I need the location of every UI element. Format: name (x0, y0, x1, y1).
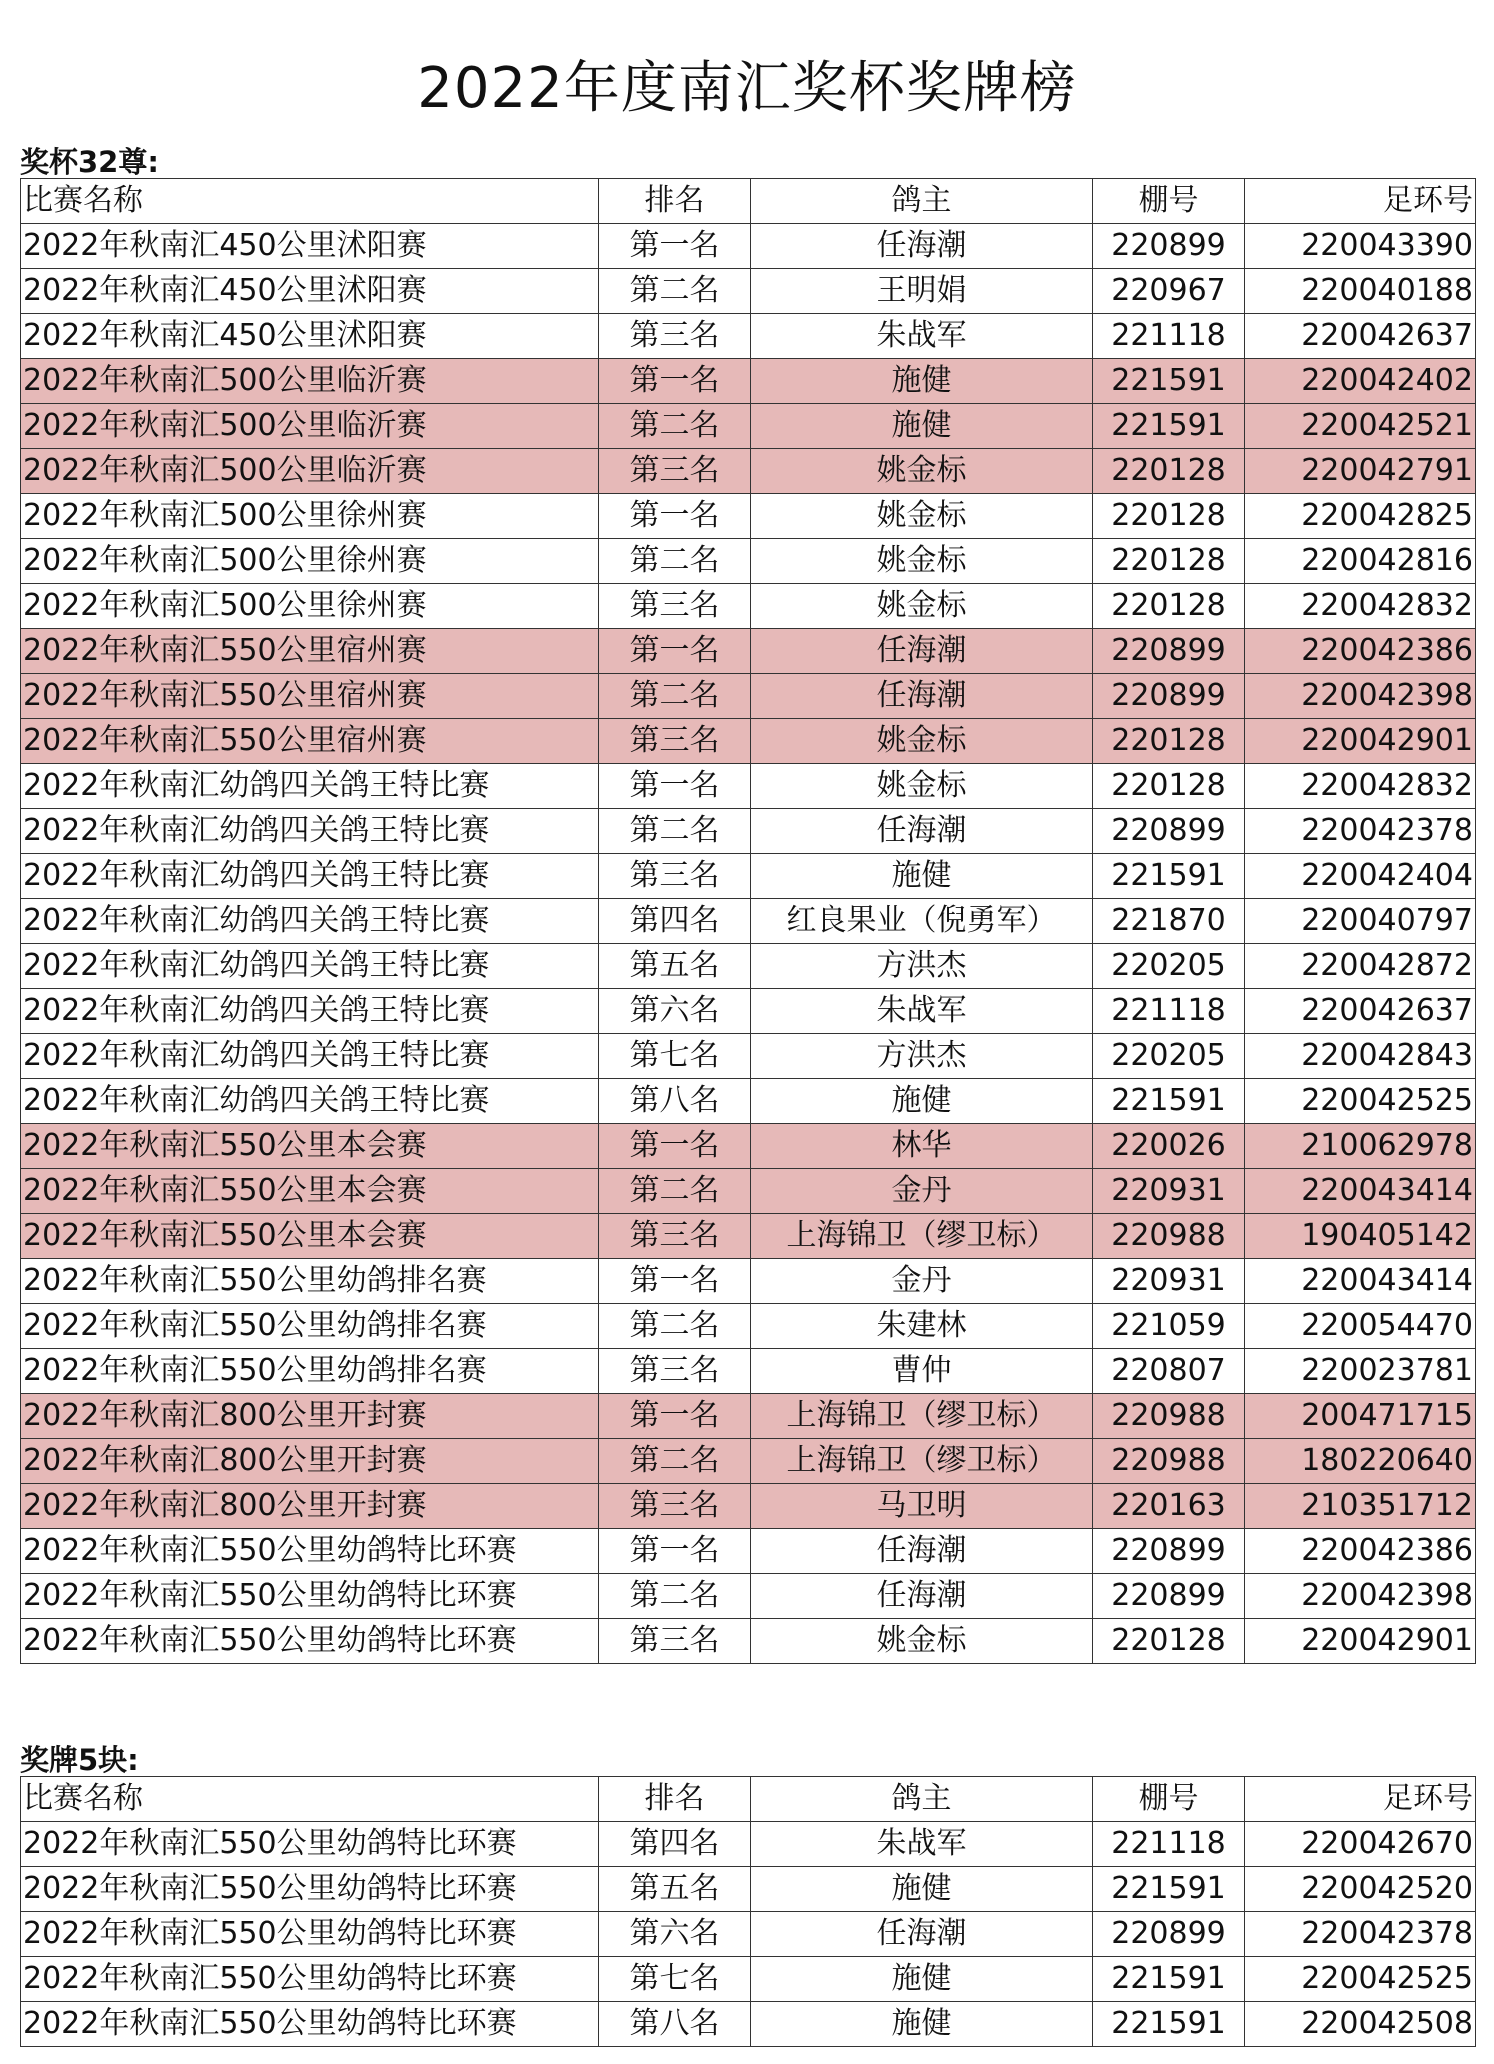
ring-number-cell: 220043390 (1245, 224, 1476, 269)
owner-cell: 姚金标 (751, 764, 1093, 809)
rank-cell: 第二名 (599, 809, 751, 854)
ring-number-cell: 220042670 (1245, 1822, 1476, 1867)
rank-cell: 第四名 (599, 899, 751, 944)
race-name-cell: 2022年秋南汇幼鸽四关鸽王特比赛 (21, 944, 599, 989)
ring-number-cell: 220023781 (1245, 1349, 1476, 1394)
loft-number-cell: 220899 (1093, 1574, 1245, 1619)
loft-number-cell: 221870 (1093, 899, 1245, 944)
rank-cell: 第二名 (599, 1169, 751, 1214)
ring-number-cell: 220042525 (1245, 1957, 1476, 2002)
race-name-cell: 2022年秋南汇550公里幼鸽特比环赛 (21, 1619, 599, 1664)
table-row (21, 494, 1476, 539)
owner-cell: 姚金标 (751, 449, 1093, 494)
loft-number-cell: 220899 (1093, 224, 1245, 269)
loft-number-cell: 221591 (1093, 404, 1245, 449)
ring-number-cell: 220042521 (1245, 404, 1476, 449)
rank-cell: 第一名 (599, 1394, 751, 1439)
race-name-cell: 2022年秋南汇幼鸽四关鸽王特比赛 (21, 1079, 599, 1124)
header-ring: 足环号 (1245, 1777, 1476, 1822)
rank-cell: 第一名 (599, 224, 751, 269)
owner-cell: 朱战军 (751, 314, 1093, 359)
owner-cell: 施健 (751, 1079, 1093, 1124)
rank-cell: 第一名 (599, 359, 751, 404)
rank-cell: 第八名 (599, 1079, 751, 1124)
header-race-name: 比赛名称 (21, 1777, 599, 1822)
rank-cell: 第一名 (599, 1124, 751, 1169)
ring-number-cell: 220042832 (1245, 584, 1476, 629)
owner-cell: 姚金标 (751, 539, 1093, 584)
rank-cell: 第一名 (599, 1259, 751, 1304)
race-name-cell: 2022年秋南汇550公里本会赛 (21, 1214, 599, 1259)
ring-number-cell: 220042825 (1245, 494, 1476, 539)
race-name-cell: 2022年秋南汇500公里徐州赛 (21, 494, 599, 539)
ring-number-cell: 220042378 (1245, 1912, 1476, 1957)
table-header-row (21, 1777, 1476, 1822)
owner-cell: 马卫明 (751, 1484, 1093, 1529)
header-rank: 排名 (599, 179, 751, 224)
rank-cell: 第二名 (599, 269, 751, 314)
rank-cell: 第五名 (599, 1867, 751, 1912)
rank-cell: 第七名 (599, 1034, 751, 1079)
loft-number-cell: 221118 (1093, 1822, 1245, 1867)
rank-cell: 第三名 (599, 1484, 751, 1529)
table-row (21, 1439, 1476, 1484)
ring-number-cell: 190405142 (1245, 1214, 1476, 1259)
race-name-cell: 2022年秋南汇幼鸽四关鸽王特比赛 (21, 764, 599, 809)
loft-number-cell: 221591 (1093, 854, 1245, 899)
trophy-table (20, 178, 1476, 1664)
owner-cell: 上海锦卫（缪卫标） (751, 1439, 1093, 1484)
table-row (21, 1574, 1476, 1619)
rank-cell: 第三名 (599, 584, 751, 629)
loft-number-cell: 221591 (1093, 359, 1245, 404)
race-name-cell: 2022年秋南汇550公里幼鸽特比环赛 (21, 2002, 599, 2047)
ring-number-cell: 220042520 (1245, 1867, 1476, 1912)
table-row (21, 1349, 1476, 1394)
rank-cell: 第三名 (599, 314, 751, 359)
rank-cell: 第二名 (599, 539, 751, 584)
ring-number-cell: 200471715 (1245, 1394, 1476, 1439)
race-name-cell: 2022年秋南汇800公里开封赛 (21, 1394, 599, 1439)
table-row (21, 1867, 1476, 1912)
loft-number-cell: 221591 (1093, 1867, 1245, 1912)
loft-number-cell: 220988 (1093, 1394, 1245, 1439)
race-name-cell: 2022年秋南汇450公里沭阳赛 (21, 224, 599, 269)
owner-cell: 上海锦卫（缪卫标） (751, 1214, 1093, 1259)
ring-number-cell: 220043414 (1245, 1169, 1476, 1214)
table-row (21, 1034, 1476, 1079)
race-name-cell: 2022年秋南汇550公里幼鸽特比环赛 (21, 1957, 599, 2002)
table-row (21, 314, 1476, 359)
owner-cell: 施健 (751, 1867, 1093, 1912)
table-row (21, 1484, 1476, 1529)
loft-number-cell: 221591 (1093, 2002, 1245, 2047)
owner-cell: 姚金标 (751, 719, 1093, 764)
race-name-cell: 2022年秋南汇500公里徐州赛 (21, 584, 599, 629)
rank-cell: 第三名 (599, 449, 751, 494)
ring-number-cell: 220042508 (1245, 2002, 1476, 2047)
table-row (21, 1619, 1476, 1664)
race-name-cell: 2022年秋南汇550公里幼鸽排名赛 (21, 1349, 599, 1394)
loft-number-cell: 220899 (1093, 809, 1245, 854)
rank-cell: 第六名 (599, 1912, 751, 1957)
rank-cell: 第一名 (599, 494, 751, 539)
owner-cell: 朱战军 (751, 1822, 1093, 1867)
header-loft: 棚号 (1093, 179, 1245, 224)
race-name-cell: 2022年秋南汇550公里本会赛 (21, 1124, 599, 1169)
medal-section-label: 奖牌5块: (20, 1743, 139, 1777)
rank-cell: 第一名 (599, 629, 751, 674)
table-row (21, 404, 1476, 449)
owner-cell: 施健 (751, 359, 1093, 404)
race-name-cell: 2022年秋南汇500公里临沂赛 (21, 404, 599, 449)
race-name-cell: 2022年秋南汇550公里宿州赛 (21, 674, 599, 719)
race-name-cell: 2022年秋南汇500公里徐州赛 (21, 539, 599, 584)
ring-number-cell: 220042791 (1245, 449, 1476, 494)
race-name-cell: 2022年秋南汇幼鸽四关鸽王特比赛 (21, 899, 599, 944)
table-row (21, 719, 1476, 764)
ring-number-cell: 220042386 (1245, 1529, 1476, 1574)
table-row (21, 1079, 1476, 1124)
header-race-name: 比赛名称 (21, 179, 599, 224)
table-row (21, 1169, 1476, 1214)
loft-number-cell: 220988 (1093, 1439, 1245, 1484)
table-row (21, 1912, 1476, 1957)
table-row (21, 1822, 1476, 1867)
table-row (21, 539, 1476, 584)
header-owner: 鸽主 (751, 179, 1093, 224)
ring-number-cell: 210351712 (1245, 1484, 1476, 1529)
loft-number-cell: 220967 (1093, 269, 1245, 314)
race-name-cell: 2022年秋南汇550公里本会赛 (21, 1169, 599, 1214)
loft-number-cell: 220899 (1093, 1912, 1245, 1957)
owner-cell: 施健 (751, 2002, 1093, 2047)
table-row (21, 1124, 1476, 1169)
rank-cell: 第三名 (599, 854, 751, 899)
race-name-cell: 2022年秋南汇550公里幼鸽特比环赛 (21, 1822, 599, 1867)
race-name-cell: 2022年秋南汇550公里宿州赛 (21, 629, 599, 674)
ring-number-cell: 220042398 (1245, 1574, 1476, 1619)
loft-number-cell: 220128 (1093, 719, 1245, 764)
loft-number-cell: 220163 (1093, 1484, 1245, 1529)
ring-number-cell: 220042637 (1245, 314, 1476, 359)
race-name-cell: 2022年秋南汇550公里幼鸽特比环赛 (21, 1529, 599, 1574)
rank-cell: 第八名 (599, 2002, 751, 2047)
ring-number-cell: 180220640 (1245, 1439, 1476, 1484)
owner-cell: 金丹 (751, 1259, 1093, 1304)
table-row (21, 2002, 1476, 2047)
race-name-cell: 2022年秋南汇550公里幼鸽特比环赛 (21, 1912, 599, 1957)
header-rank: 排名 (599, 1777, 751, 1822)
owner-cell: 施健 (751, 1957, 1093, 2002)
loft-number-cell: 221591 (1093, 1079, 1245, 1124)
ring-number-cell: 220042404 (1245, 854, 1476, 899)
owner-cell: 金丹 (751, 1169, 1093, 1214)
loft-number-cell: 220128 (1093, 1619, 1245, 1664)
rank-cell: 第五名 (599, 944, 751, 989)
loft-number-cell: 221591 (1093, 1957, 1245, 2002)
table-row (21, 1394, 1476, 1439)
race-name-cell: 2022年秋南汇500公里临沂赛 (21, 359, 599, 404)
race-name-cell: 2022年秋南汇550公里幼鸽排名赛 (21, 1259, 599, 1304)
ring-number-cell: 220042637 (1245, 989, 1476, 1034)
loft-number-cell: 221118 (1093, 989, 1245, 1034)
owner-cell: 曹仲 (751, 1349, 1093, 1394)
table-row (21, 449, 1476, 494)
table-row (21, 809, 1476, 854)
owner-cell: 王明娟 (751, 269, 1093, 314)
trophy-section-label: 奖杯32尊: (20, 145, 159, 179)
race-name-cell: 2022年秋南汇800公里开封赛 (21, 1439, 599, 1484)
owner-cell: 施健 (751, 854, 1093, 899)
loft-number-cell: 220128 (1093, 764, 1245, 809)
race-name-cell: 2022年秋南汇450公里沭阳赛 (21, 269, 599, 314)
race-name-cell: 2022年秋南汇幼鸽四关鸽王特比赛 (21, 854, 599, 899)
rank-cell: 第二名 (599, 404, 751, 449)
rank-cell: 第一名 (599, 764, 751, 809)
loft-number-cell: 221059 (1093, 1304, 1245, 1349)
loft-number-cell: 220988 (1093, 1214, 1245, 1259)
table-row (21, 1214, 1476, 1259)
table-row (21, 584, 1476, 629)
race-name-cell: 2022年秋南汇450公里沭阳赛 (21, 314, 599, 359)
table-header-row (21, 179, 1476, 224)
rank-cell: 第四名 (599, 1822, 751, 1867)
race-name-cell: 2022年秋南汇550公里宿州赛 (21, 719, 599, 764)
header-owner: 鸽主 (751, 1777, 1093, 1822)
ring-number-cell: 220042378 (1245, 809, 1476, 854)
owner-cell: 姚金标 (751, 494, 1093, 539)
owner-cell: 方洪杰 (751, 1034, 1093, 1079)
owner-cell: 任海潮 (751, 809, 1093, 854)
loft-number-cell: 220899 (1093, 1529, 1245, 1574)
loft-number-cell: 220931 (1093, 1259, 1245, 1304)
rank-cell: 第二名 (599, 1304, 751, 1349)
ring-number-cell: 210062978 (1245, 1124, 1476, 1169)
race-name-cell: 2022年秋南汇800公里开封赛 (21, 1484, 599, 1529)
owner-cell: 林华 (751, 1124, 1093, 1169)
loft-number-cell: 220205 (1093, 1034, 1245, 1079)
table-row (21, 224, 1476, 269)
medal-table (20, 1776, 1476, 2047)
ring-number-cell: 220042901 (1245, 1619, 1476, 1664)
table-row (21, 854, 1476, 899)
loft-number-cell: 220128 (1093, 539, 1245, 584)
owner-cell: 施健 (751, 404, 1093, 449)
ring-number-cell: 220040797 (1245, 899, 1476, 944)
owner-cell: 上海锦卫（缪卫标） (751, 1394, 1093, 1439)
owner-cell: 任海潮 (751, 629, 1093, 674)
rank-cell: 第二名 (599, 1574, 751, 1619)
ring-number-cell: 220040188 (1245, 269, 1476, 314)
rank-cell: 第二名 (599, 674, 751, 719)
rank-cell: 第七名 (599, 1957, 751, 2002)
loft-number-cell: 220807 (1093, 1349, 1245, 1394)
table-row (21, 1304, 1476, 1349)
ring-number-cell: 220042832 (1245, 764, 1476, 809)
rank-cell: 第三名 (599, 719, 751, 764)
loft-number-cell: 220205 (1093, 944, 1245, 989)
loft-number-cell: 220899 (1093, 674, 1245, 719)
ring-number-cell: 220042872 (1245, 944, 1476, 989)
rank-cell: 第六名 (599, 989, 751, 1034)
owner-cell: 姚金标 (751, 584, 1093, 629)
rank-cell: 第三名 (599, 1349, 751, 1394)
loft-number-cell: 220026 (1093, 1124, 1245, 1169)
owner-cell: 任海潮 (751, 1912, 1093, 1957)
ring-number-cell: 220042398 (1245, 674, 1476, 719)
page-title: 2022年度南汇奖杯奖牌榜 (417, 56, 1077, 121)
race-name-cell: 2022年秋南汇幼鸽四关鸽王特比赛 (21, 809, 599, 854)
ring-number-cell: 220042525 (1245, 1079, 1476, 1124)
owner-cell: 任海潮 (751, 224, 1093, 269)
race-name-cell: 2022年秋南汇500公里临沂赛 (21, 449, 599, 494)
table-row (21, 989, 1476, 1034)
loft-number-cell: 221118 (1093, 314, 1245, 359)
owner-cell: 任海潮 (751, 1529, 1093, 1574)
rank-cell: 第二名 (599, 1439, 751, 1484)
header-loft: 棚号 (1093, 1777, 1245, 1822)
rank-cell: 第一名 (599, 1529, 751, 1574)
owner-cell: 红良果业（倪勇军） (751, 899, 1093, 944)
race-name-cell: 2022年秋南汇550公里幼鸽特比环赛 (21, 1867, 599, 1912)
table-row (21, 629, 1476, 674)
table-row (21, 1529, 1476, 1574)
owner-cell: 方洪杰 (751, 944, 1093, 989)
owner-cell: 任海潮 (751, 674, 1093, 719)
ring-number-cell: 220042843 (1245, 1034, 1476, 1079)
loft-number-cell: 220931 (1093, 1169, 1245, 1214)
table-row (21, 899, 1476, 944)
owner-cell: 姚金标 (751, 1619, 1093, 1664)
table-row (21, 944, 1476, 989)
loft-number-cell: 220128 (1093, 494, 1245, 539)
table-row (21, 674, 1476, 719)
rank-cell: 第三名 (599, 1214, 751, 1259)
loft-number-cell: 220899 (1093, 629, 1245, 674)
owner-cell: 朱建林 (751, 1304, 1093, 1349)
ring-number-cell: 220043414 (1245, 1259, 1476, 1304)
ring-number-cell: 220042816 (1245, 539, 1476, 584)
table-row (21, 764, 1476, 809)
ring-number-cell: 220042901 (1245, 719, 1476, 764)
race-name-cell: 2022年秋南汇550公里幼鸽特比环赛 (21, 1574, 599, 1619)
loft-number-cell: 220128 (1093, 449, 1245, 494)
table-row (21, 1957, 1476, 2002)
ring-number-cell: 220042402 (1245, 359, 1476, 404)
rank-cell: 第三名 (599, 1619, 751, 1664)
owner-cell: 任海潮 (751, 1574, 1093, 1619)
race-name-cell: 2022年秋南汇幼鸽四关鸽王特比赛 (21, 989, 599, 1034)
ring-number-cell: 220042386 (1245, 629, 1476, 674)
table-row (21, 1259, 1476, 1304)
race-name-cell: 2022年秋南汇幼鸽四关鸽王特比赛 (21, 1034, 599, 1079)
table-row (21, 269, 1476, 314)
table-row (21, 359, 1476, 404)
ring-number-cell: 220054470 (1245, 1304, 1476, 1349)
owner-cell: 朱战军 (751, 989, 1093, 1034)
race-name-cell: 2022年秋南汇550公里幼鸽排名赛 (21, 1304, 599, 1349)
loft-number-cell: 220128 (1093, 584, 1245, 629)
header-ring: 足环号 (1245, 179, 1476, 224)
